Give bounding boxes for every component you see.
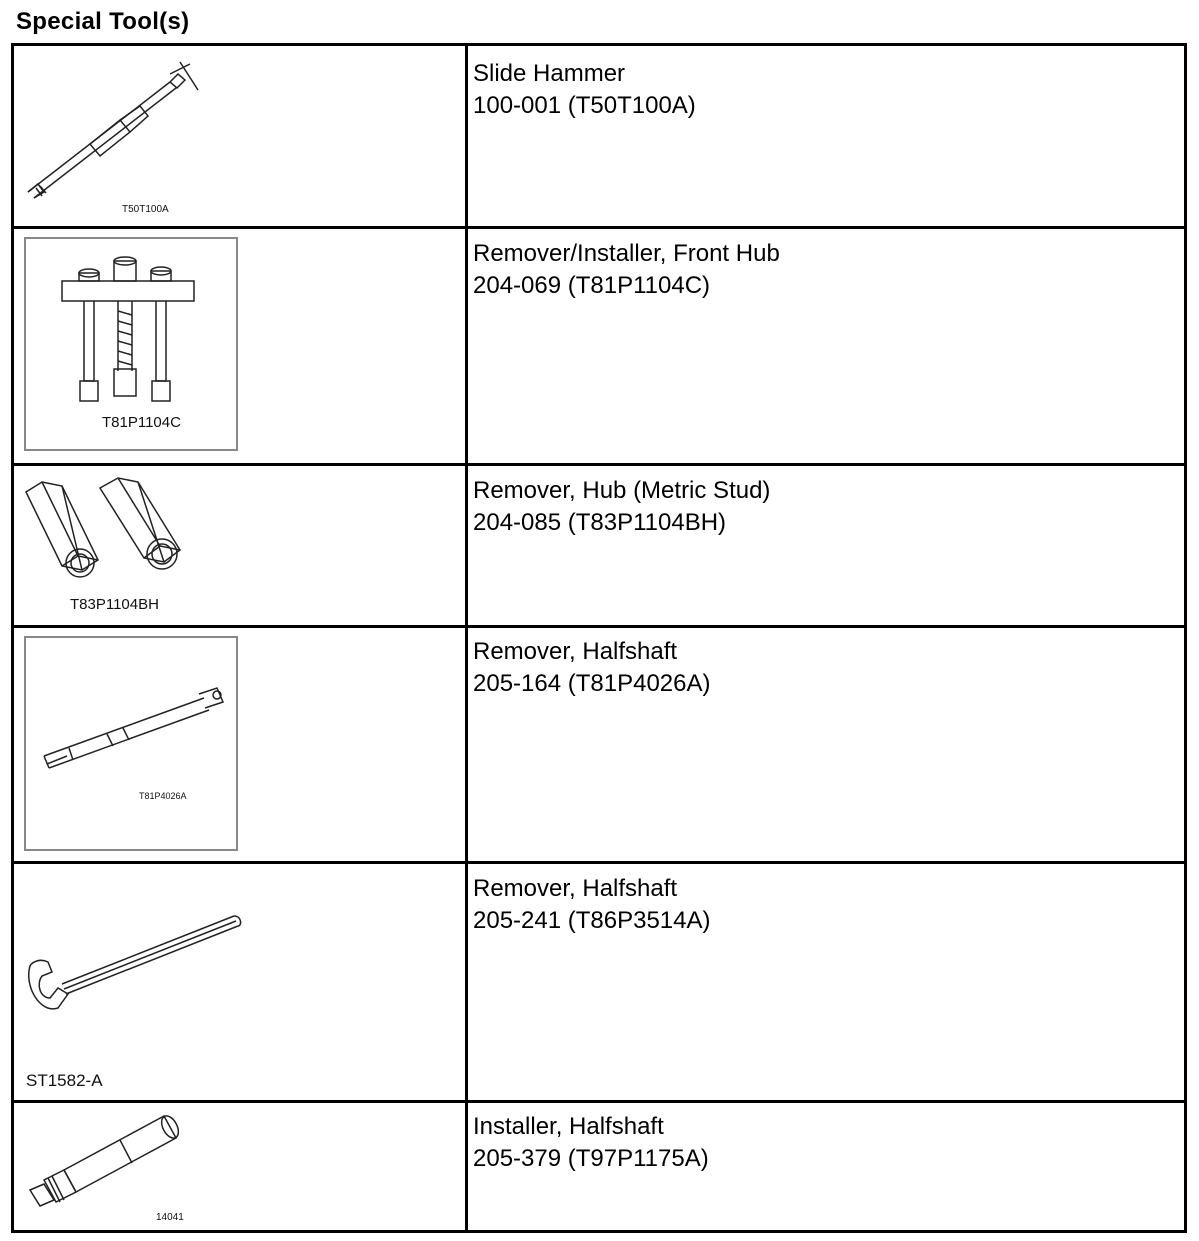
row-divider — [14, 1100, 1184, 1103]
table-row — [473, 1111, 709, 1175]
halfshaft-installer-icon — [24, 1108, 194, 1218]
table-row — [473, 636, 711, 700]
row-divider — [14, 226, 1184, 229]
tool-name: Remover, Halfshaft — [473, 638, 678, 665]
tool-number: 204-085 (T83P1104BH) — [473, 509, 727, 536]
wrench-icon — [22, 906, 242, 1026]
tool-number: 204-069 (T81P1104C) — [473, 272, 711, 299]
tool-caption: T81P4026A — [139, 791, 187, 801]
special-tools-table — [11, 43, 1187, 1233]
row-divider — [14, 861, 1184, 864]
tool-name: Remover/Installer, Front Hub — [473, 240, 780, 267]
column-divider — [465, 46, 468, 1230]
tool-number: 205-241 (T86P3514A) — [473, 907, 711, 934]
tool-name: Slide Hammer — [473, 60, 626, 87]
halfshaft-remover-icon — [39, 676, 229, 776]
tool-name: Installer, Halfshaft — [473, 1113, 664, 1140]
tool-number: 205-379 (T97P1175A) — [473, 1145, 709, 1172]
row-divider — [14, 463, 1184, 466]
table-row — [473, 475, 770, 539]
tool-caption: T83P1104BH — [70, 596, 159, 613]
page-title: Special Tool(s) — [16, 8, 190, 35]
row-divider — [14, 625, 1184, 628]
tool-name: Remover, Halfshaft — [473, 875, 678, 902]
table-row — [473, 238, 780, 302]
hex-sockets-icon — [20, 470, 200, 595]
table-row — [473, 58, 696, 122]
tool-caption: T81P1104C — [102, 414, 181, 431]
tool-caption: ST1582-A — [26, 1071, 103, 1090]
tool-caption: 14041 — [156, 1212, 184, 1223]
tool-name: Remover, Hub (Metric Stud) — [473, 477, 771, 504]
tool-caption: T50T100A — [122, 204, 169, 215]
table-row — [473, 873, 711, 937]
tool-number: 205-164 (T81P4026A) — [473, 670, 711, 697]
slide-hammer-icon — [20, 52, 210, 202]
hub-puller-icon — [54, 251, 204, 411]
tool-number: 100-001 (T50T100A) — [473, 92, 696, 119]
